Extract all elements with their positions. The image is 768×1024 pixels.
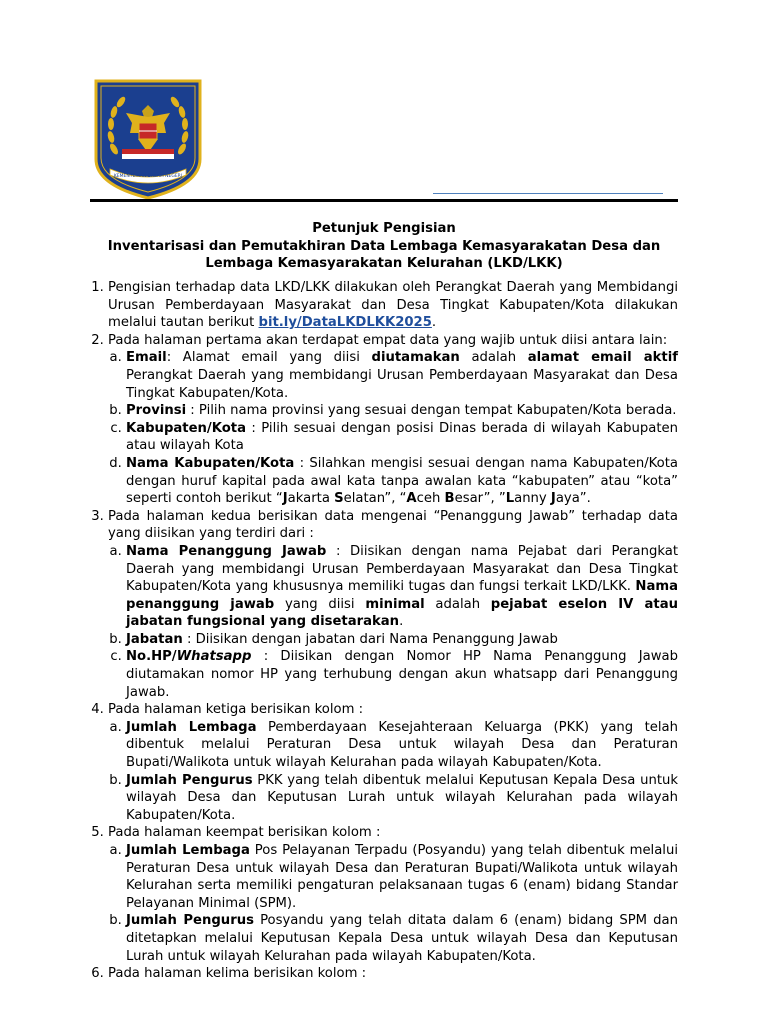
list-item: c. No.HP/Whatsapp : Diisikan dengan Nomor HP Nama Penanggung Jawab diutamakan nomor HP yang terhubung dengan akun whatsapp dari Penanggung Jawab. — [126, 648, 678, 701]
svg-text:KEMENTERIAN DALAM NEGERI: KEMENTERIAN DALAM NEGERI — [113, 174, 183, 179]
form-link[interactable]: bit.ly/DataLKDLKK2025 — [258, 315, 432, 331]
title-line-2: Inventarisasi dan Pemutakhiran Data Lembaga Kemasyarakatan Desa dan — [107, 238, 661, 254]
title-line-1: Petunjuk Pengisian — [312, 221, 456, 236]
list-item: 6. Pada halaman kelima berisikan kolom : — [108, 965, 678, 983]
list-item: c. Kabupaten/Kota : Pilih sesuai dengan posisi Dinas berada di wilayah Kabupaten atau wilayah Kota — [126, 420, 678, 455]
list-item: a. Email: Alamat email yang diisi diutamakan adalah alamat email aktif Perangkat Daerah yang membidangi Urusan Pemberdayaan Masyarakat dan Desa Tingkat Kabupaten/Kota. — [126, 349, 678, 402]
list-item: d. Nama Kabupaten/Kota : Silahkan mengisi sesuai dengan nama Kabupaten/Kota dengan huruf kapital pada awal kata tanpa awalan kata “kabupaten” atau “kota” seperti contoh berikut “Jakarta Selatan”, “Aceh Besar”, ”Lanny Jaya”. — [126, 455, 678, 508]
list-item: 2. Pada halaman pertama akan terdapat empat data yang wajib untuk diisi antara lain: a. Email: Alamat email yang diisi diutamakan adalah alamat email aktif Perangkat Daerah yang membidangi Urusan Pemberdayaan Masyarakat dan Desa Tingkat Kabupaten/Kota. b. Provinsi : Pilih nama provinsi yang sesuai dengan tempat Kabupaten/Kota berada. c. Kabupaten/Kota : Pilih sesuai dengan posisi Dinas berada di wilayah Kabupaten atau wilayah Kota d. Nama Kabupaten/Kota : Silahkan mengisi sesuai dengan nama Kabupaten/Kota dengan huruf kapital pada awal kata tanpa awalan kata “kabupaten” atau “kota” seperti contoh berikut “Jakarta Selatan”, “Aceh Besar”, ”Lanny Jaya”. — [108, 332, 678, 508]
list-item: b. Jumlah Pengurus PKK yang telah dibentuk melalui Keputusan Kepala Desa untuk wilayah Desa dan Keputusan Lurah untuk wilayah Kelurahan pada wilayah Kabupaten/Kota. — [126, 772, 678, 825]
sub-list — [108, 842, 678, 965]
list-item: 5. Pada halaman keempat berisikan kolom : a. Jumlah Lembaga Pos Pelayanan Terpadu (Posyandu) yang telah dibentuk melalui Peraturan Desa untuk wilayah Desa dan Peraturan Bupati/Walikota untuk wilayah Kelurahan serta memiliki pengaturan pelaksanaan tugas 6 (enam) bidang Standar Pelayanan Minimal (SPM). b. Jumlah Pengurus Posyandu yang telah ditata dalam 6 (enam) bidang SPM dan ditetapkan melalui Keputusan Kepala Desa untuk wilayah Desa dan Keputusan Lurah untuk wilayah Kelurahan pada wilayah Kabupaten/Kota. — [108, 824, 678, 965]
sub-list — [108, 543, 678, 701]
list-item: b. Jumlah Pengurus Posyandu yang telah ditata dalam 6 (enam) bidang SPM dan ditetapkan melalui Keputusan Kepala Desa untuk wilayah Desa dan Keputusan Lurah untuk wilayah Kelurahan pada wilayah Kabupaten/Kota. — [126, 912, 678, 965]
document-title — [90, 220, 678, 273]
list-item: 3. Pada halaman kedua berisikan data mengenai “Penanggung Jawab” terhadap data yang diisikan yang terdiri dari : a. Nama Penanggung Jawab : Diisikan dengan nama Pejabat dari Perangkat Daerah yang membidangi Urusan Pemberdayaan Masyarakat dan Desa Tingkat Kabupaten/Kota yang khususnya memiliki tugas dan fungsi terkait LKD/LKK. Nama penanggung jawab yang diisi minimal adalah pejabat eselon IV atau jabatan fungsional yang disetarakan. b. Jabatan : Diisikan dengan jabatan dari Nama Penanggung Jawab c. No.HP/Whatsapp : Diisikan dengan Nomor HP Nama Penanggung Jawab diutamakan nomor HP yang terhubung dengan akun whatsapp dari Penanggung Jawab. — [108, 508, 678, 702]
header-rule — [90, 199, 678, 202]
list-item: 1. Pengisian terhadap data LKD/LKK dilakukan oleh Perangkat Daerah yang Membidangi Urusan Pemberdayaan Masyarakat dan Desa Tingkat Kabupaten/Kota dilakukan melalui tautan berikut bit.ly/DataLKDLKK2025. — [108, 279, 678, 332]
kemendagri-logo — [92, 77, 204, 201]
list-item: b. Provinsi : Pilih nama provinsi yang sesuai dengan tempat Kabupaten/Kota berada. — [126, 402, 678, 420]
instructions-body — [90, 279, 678, 983]
title-line-3: Lembaga Kemasyarakatan Kelurahan (LKD/LKK) — [205, 256, 563, 272]
list-item: 4. Pada halaman ketiga berisikan kolom : a. Jumlah Lembaga Pemberdayaan Kesejahteraan Keluarga (PKK) yang telah dibentuk melalui Peraturan Desa untuk wilayah Desa dan Peraturan Bupati/Walikota untuk wilayah Kelurahan pada wilayah Kabupaten/Kota. b. Jumlah Pengurus PKK yang telah dibentuk melalui Keputusan Kepala Desa untuk wilayah Desa dan Keputusan Lurah untuk wilayah Kelurahan pada wilayah Kabupaten/Kota. — [108, 701, 678, 824]
list-item: a. Nama Penanggung Jawab : Diisikan dengan nama Pejabat dari Perangkat Daerah yang membidangi Urusan Pemberdayaan Masyarakat dan Desa Tingkat Kabupaten/Kota yang khususnya memiliki tugas dan fungsi terkait LKD/LKK. Nama penanggung jawab yang diisi minimal adalah pejabat eselon IV atau jabatan fungsional yang disetarakan. — [126, 543, 678, 631]
list-item: a. Jumlah Lembaga Pos Pelayanan Terpadu (Posyandu) yang telah dibentuk melalui Peraturan Desa untuk wilayah Desa dan Peraturan Bupati/Walikota untuk wilayah Kelurahan serta memiliki pengaturan pelaksanaan tugas 6 (enam) bidang Standar Pelayanan Minimal (SPM). — [126, 842, 678, 912]
instruction-list — [90, 279, 678, 983]
list-item: a. Jumlah Lembaga Pemberdayaan Kesejahteraan Keluarga (PKK) yang telah dibentuk melalui Peraturan Desa untuk wilayah Desa dan Peraturan Bupati/Walikota untuk wilayah Kelurahan pada wilayah Kabupaten/Kota. — [126, 719, 678, 772]
sub-list — [108, 719, 678, 825]
sub-list — [108, 349, 678, 507]
list-item: b. Jabatan : Diisikan dengan jabatan dari Nama Penanggung Jawab — [126, 631, 678, 649]
header-blue-line — [433, 193, 663, 194]
